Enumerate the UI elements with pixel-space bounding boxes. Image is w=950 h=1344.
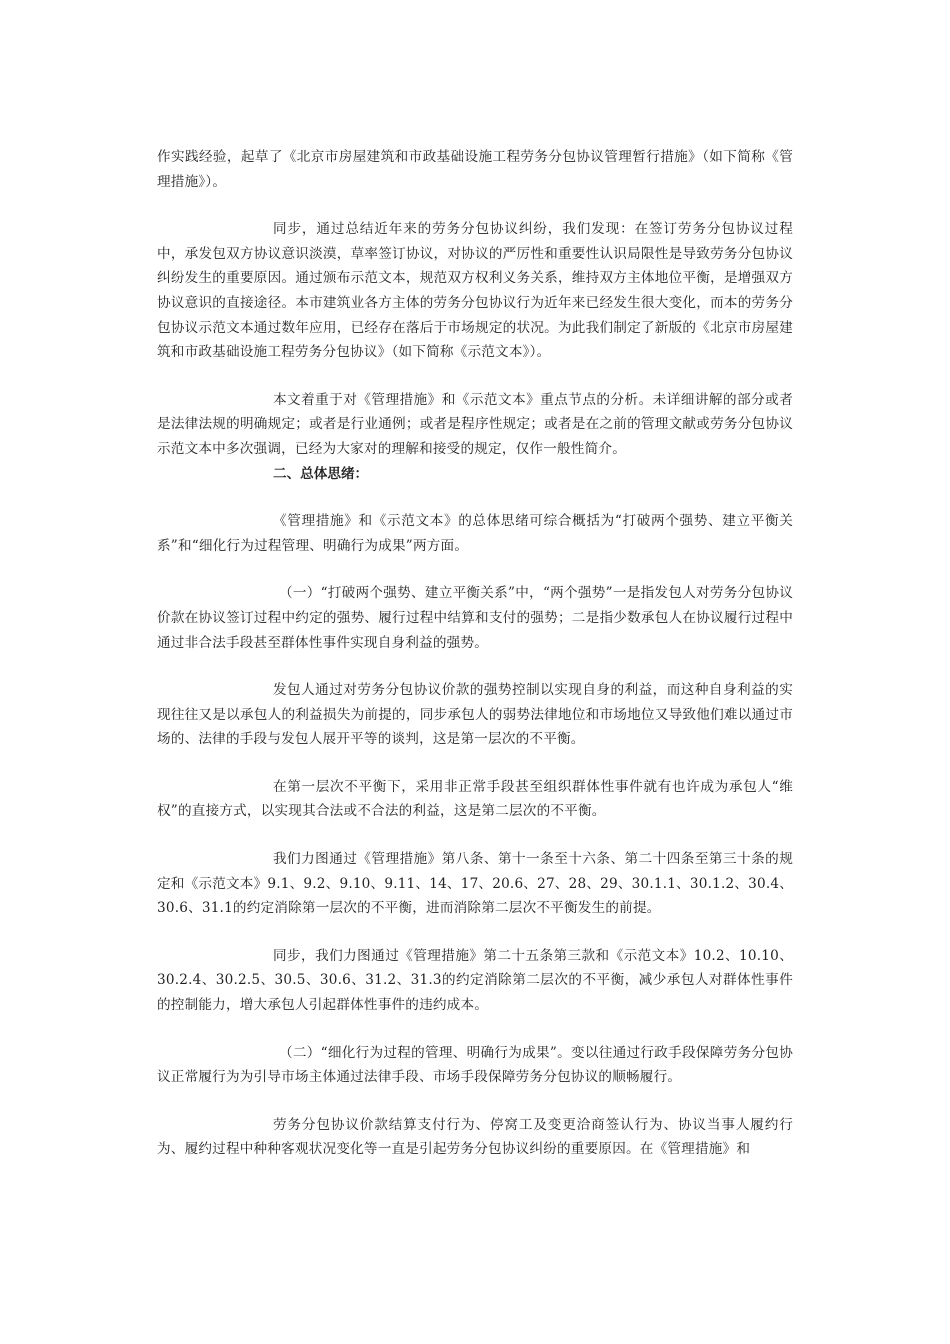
paragraph-overall-summary: 《管理措施》和《示范文本》的总体思绪可综合概括为“打破两个强势、建立平衡关系”和“细化行为过程管理、明确行为成果”两方面。 [157,513,793,554]
paragraph-point-two: （二）“细化行为过程的管理、明确行为成果”。变以往通过行政手段保障劳务分包协议正常履行为为引导市场主体通过法律手段、市场手段保障劳务分包协议的顺畅履行。 [157,1044,793,1086]
paragraph-remedy-second: 同步，我们力图通过《管理措施》第二十五条第三款和《示范文本》10.2、10.10、30.2.4、30.2.5、30.5、30.6、31.2、31.3的约定消除第二层次的不平衡，减少承包人对群体性事件的控制能力，增大承包人引起群体性事件的违约成本。 [157,947,793,1014]
paragraph-dispute-causes: 劳务分包协议价款结算支付行为、停窝工及变更洽商签认行为、协议当事人履约行为、履约过程中种种客观状况变化等一直是引起劳务分包协议纠纷的重要原因。在《管理措施》和 [157,1116,793,1158]
paragraph-remedy-first: 我们力图通过《管理措施》第八条、第十一条至十六条、第二十四条至第三十条的规定和《示范文本》9.1、9.2、9.10、9.11、14、17、20.6、27、28、29、30.1.1、30.1.2、30.4、30.6、31.1的约定消除第一层次的不平衡，进而消除第二层次不平衡发生的前提。 [157,851,793,917]
paragraph-first-imbalance: 发包人通过对劳务分包协议价款的强势控制以实现自身的利益，而这种自身利益的实现往往又是以承包人的利益损失为前提的，同步承包人的弱势法律地位和市场地位又导致他们难以通过市场的、法律的手段与发包人展开平等的谈判，这是第一层次的不平衡。 [157,682,793,748]
paragraph-continuation: 作实践经验，起草了《北京市房屋建筑和市政基础设施工程劳务分包协议管理暂行措施》（如下简称《管理措施》）。 [157,149,793,190]
document-page [157,145,793,1162]
paragraph-point-one: （一）“打破两个强势、建立平衡关系”中，“两个强势”一是指发包人对劳务分包协议价款在协议签订过程中约定的强势、履行过程中结算和支付的强势；二是指少数承包人在协议履行过程中通过非合法手段甚至群体性事件实现自身利益的强势。 [157,585,793,651]
paragraph-second-imbalance: 在第一层次不平衡下，采用非正常手段甚至组织群体性事件就有也许成为承包人“维权”的直接方式，以实现其合法或不合法的利益，这是第二层次的不平衡。 [157,778,793,820]
paragraph-background: 同步，通过总结近年来的劳务分包协议纠纷，我们发现：在签订劳务分包协议过程中，承发包双方协议意识淡漠，草率签订协议，对协议的严厉性和重要性认识局限性是导致劳务分包协议纠纷发生的重要原因。通过颁布示范文本，规范双方权利义务关系，维持双方主体地位平衡，是增强双方协议意识的直接途径。本市建筑业各方主体的劳务分包协议行为近年来已经发生很大变化，而本的劳务分包协议示范文本通过数年应用，已经存在落后于市场规定的状况。为此我们制定了新版的《北京市房屋建筑和市政基础设施工程劳务分包协议》（如下简称《示范文本》）。 [157,221,793,361]
paragraph-scope: 本文着重于对《管理措施》和《示范文本》重点节点的分析。未详细讲解的部分或者是法律法规的明确规定；或者是行业通例；或者是程序性规定；或者是在之前的管理文献或劳务分包协议示范文本中多次强调，已经为大家对的理解和接受的规定，仅作一般性简介。 [157,391,793,457]
section-heading-overall-approach: 二、总体思绪： [273,465,369,482]
